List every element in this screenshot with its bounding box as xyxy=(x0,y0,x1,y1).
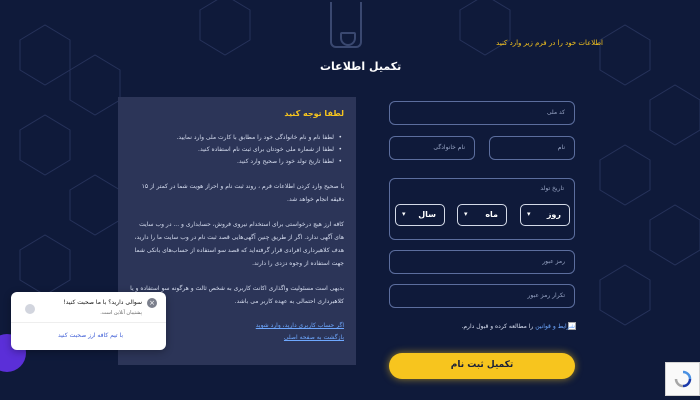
close-icon[interactable]: × xyxy=(147,298,157,308)
terms-link[interactable]: شرایط و قوانین xyxy=(535,323,575,330)
day-value: روز xyxy=(546,210,561,219)
terms-label: را مطالعه کرده و قبول دارم. xyxy=(461,323,534,330)
list-item: • لطفا از شماره ملی خودتان برای ثبت نام استفاده کنید. xyxy=(130,144,334,156)
divider xyxy=(11,322,166,323)
recaptcha-badge xyxy=(665,362,700,396)
info-heading: لطفا توجه کنید xyxy=(284,109,344,118)
phone-illustration xyxy=(330,2,362,48)
login-link[interactable]: اگر حساب کاربری دارید، وارد شوید xyxy=(255,322,344,329)
chat-title: سوالی دارید؟ با ما صحبت کنید! xyxy=(63,299,142,306)
national-code-field[interactable] xyxy=(389,101,575,125)
confirm-password-placeholder: تکرار رمز عبور xyxy=(527,292,565,299)
year-value: سال xyxy=(418,210,436,219)
national-code-placeholder: کد ملی xyxy=(546,109,565,116)
warning-paragraph: کافه ارز هیچ درخواستی برای استخدام نیروی فروش، حسابداری و ... در وب سایت های آگهی ندارد. اگر از طریق چنین آگهی‌هایی قصد ثبت نام در وب سایت ما را دارید، هدف کلاهبرداری افرادی قرار گرفته‌اید که قصد سو استفاده از حساب‌های بانکی شما جهت استفاده از وجوه دزدی را دارند. xyxy=(134,221,344,267)
home-link[interactable]: بازگشت به صفحه اصلی xyxy=(283,334,344,341)
responsibility-paragraph: بدیهی است مسئولیت واگذاری اکانت کاربری به شخص ثالث و هرگونه سو استفاده و یا کلاهبرداری احتمالی به عهده کاربر می باشد. xyxy=(130,285,344,305)
month-select[interactable] xyxy=(457,204,507,226)
chat-subtitle: پشتیبان آنلاین است. xyxy=(100,310,142,316)
first-name-placeholder: نام xyxy=(557,144,565,151)
avatar xyxy=(25,304,35,314)
terms-text xyxy=(461,323,575,330)
last-name-field[interactable] xyxy=(389,136,475,160)
chevron-down-icon: ▾ xyxy=(402,210,406,218)
day-select[interactable] xyxy=(520,204,570,226)
submit-label: تکمیل ثبت نام xyxy=(450,360,514,370)
year-select[interactable] xyxy=(395,204,445,226)
info-paragraph: با صحیح وارد کردن اطلاعات فرم ، روند ثبت نام و احراز هویت شما در کمتر از ۱۵ دقیقه انجام خواهد شد. xyxy=(141,183,344,203)
page-title: تکمیل اطلاعات xyxy=(320,60,402,73)
chevron-down-icon: ▾ xyxy=(464,210,468,218)
list-item: • لطفا نام و نام خانوادگی خود را مطابق با کارت ملی وارد نمایید. xyxy=(130,132,334,144)
birth-date-group xyxy=(389,178,575,240)
chat-cta-link[interactable]: با تیم کافه ارز صحبت کنید xyxy=(57,332,123,339)
password-field[interactable] xyxy=(389,250,575,274)
confirm-password-field[interactable] xyxy=(389,284,575,308)
submit-button[interactable] xyxy=(389,353,575,379)
birth-date-label: تاریخ تولد xyxy=(540,185,564,192)
first-name-field[interactable] xyxy=(489,136,575,160)
info-bullets xyxy=(130,132,344,168)
form-instruction: اطلاعات خود را در فرم زیر وارد کنید xyxy=(496,39,603,47)
chevron-down-icon: ▾ xyxy=(527,210,531,218)
list-item: • لطفا تاریخ تولد خود را صحیح وارد کنید. xyxy=(130,156,334,168)
password-placeholder: رمز عبور xyxy=(542,258,565,265)
month-value: ماه xyxy=(485,210,498,219)
chat-popup xyxy=(11,292,166,350)
last-name-placeholder: نام خانوادگی xyxy=(433,144,465,151)
recaptcha-icon xyxy=(674,370,692,388)
